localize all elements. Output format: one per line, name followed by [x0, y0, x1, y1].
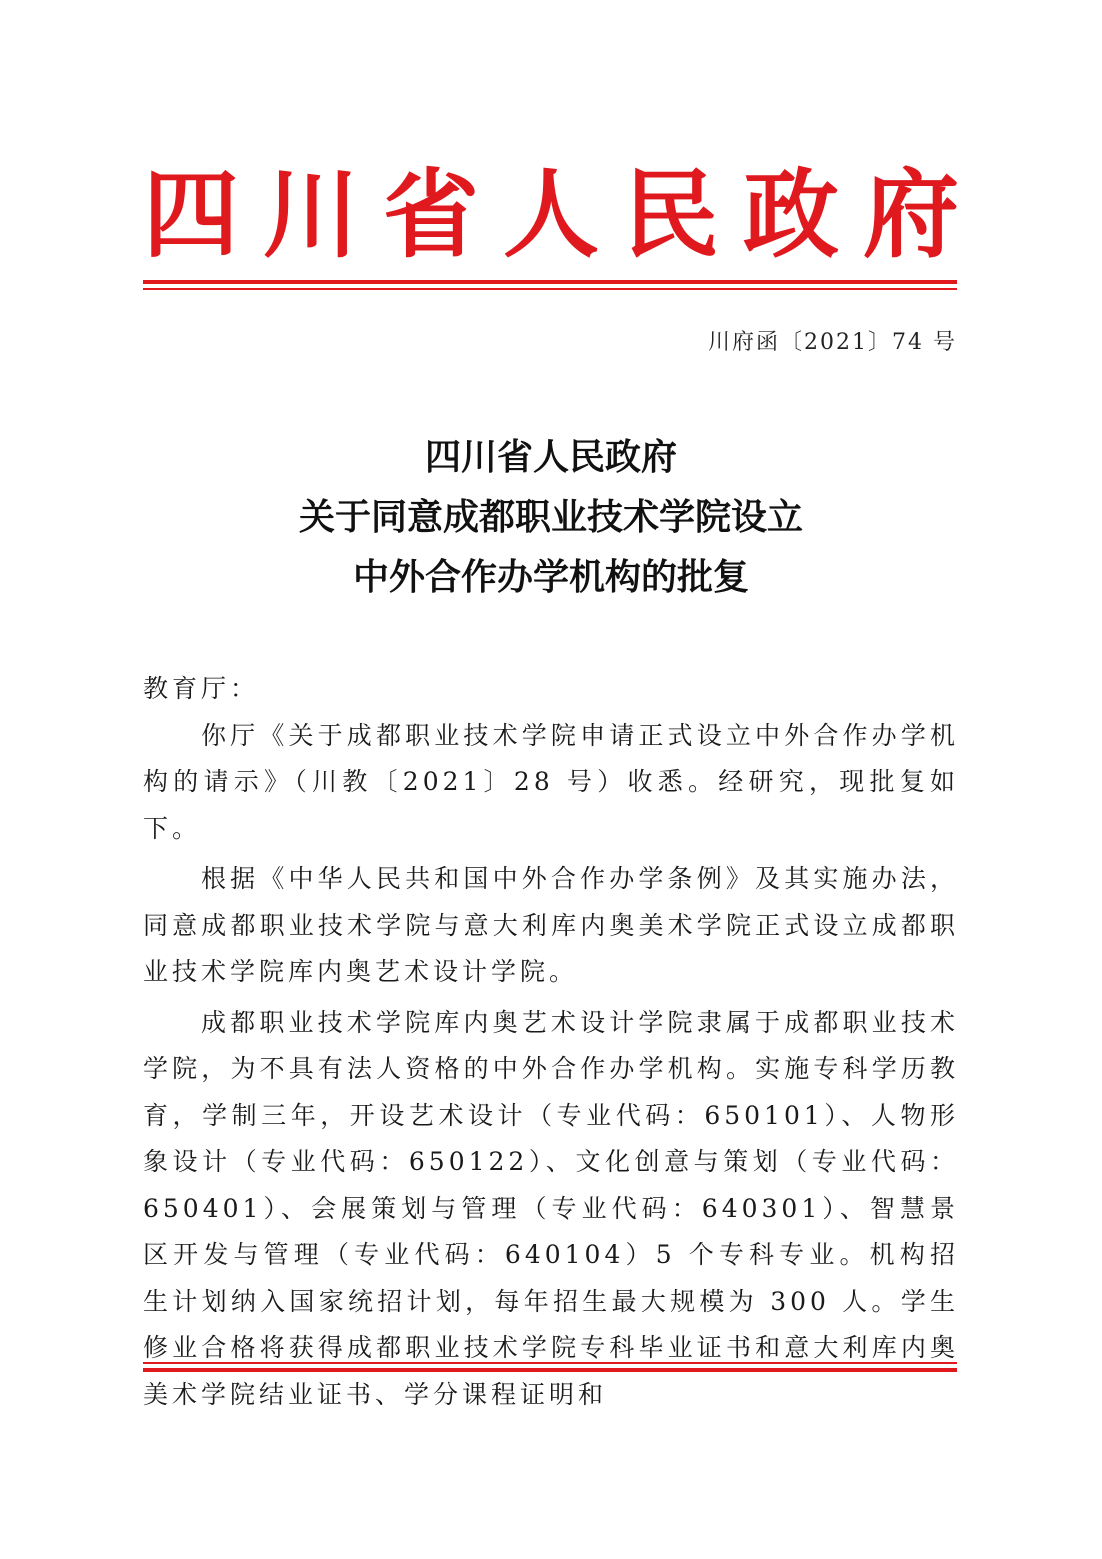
masthead-char: 民	[623, 159, 719, 271]
masthead-char: 省	[383, 159, 479, 271]
divider-thick-line	[143, 1368, 957, 1372]
masthead-char: 府	[863, 159, 959, 271]
title-line-3: 中外合作办学机构的批复	[352, 557, 749, 598]
document-number: 川府函〔2021〕74 号	[708, 330, 957, 355]
title-line-1: 四川省人民政府	[424, 437, 677, 478]
document-body	[143, 666, 959, 1418]
masthead-char: 四	[143, 159, 239, 271]
body-paragraph: 根据《中华人民共和国中外合作办学条例》及其实施办法，同意成都职业技术学院与意大利库内奥美术学院正式设立成都职业技术学院库内奥艺术设计学院。	[143, 864, 959, 986]
divider-thick-line	[143, 280, 957, 284]
document-title	[143, 428, 959, 608]
body-paragraph: 你厅《关于成都职业技术学院申请正式设立中外合作办学机构的请示》（川教〔2021〕28 号）收悉。经研究，现批复如下。	[143, 720, 959, 843]
masthead-char: 政	[743, 159, 839, 271]
divider-thin-line	[143, 288, 957, 290]
footer-divider	[143, 1362, 957, 1372]
salutation: 教育厅：	[143, 674, 260, 703]
masthead-title	[143, 160, 959, 270]
masthead-char: 人	[503, 159, 599, 271]
masthead-divider	[143, 280, 957, 290]
divider-thin-line	[143, 1362, 957, 1364]
body-paragraph: 成都职业技术学院库内奥艺术设计学院隶属于成都职业技术学院，为不具有法人资格的中外合作办学机构。实施专科学历教育，学制三年，开设艺术设计（专业代码：650101）、人物形象设计（专业代码：650122）、文化创意与策划（专业代码：650401）、会展策划与管理（专业代码：640301）、智慧景区开发与管理（专业代码：640104）5 个专科专业。机构招生计划纳入国家统招计划，每年招生最大规模为 300 人。学生修业合格将获得成都职业技术学院专科毕业证书和意大利库内奥美术学院结业证书、学分课程证明和	[143, 1007, 959, 1409]
masthead-char: 川	[263, 159, 359, 271]
title-line-2: 关于同意成都职业技术学院设立	[298, 497, 803, 538]
